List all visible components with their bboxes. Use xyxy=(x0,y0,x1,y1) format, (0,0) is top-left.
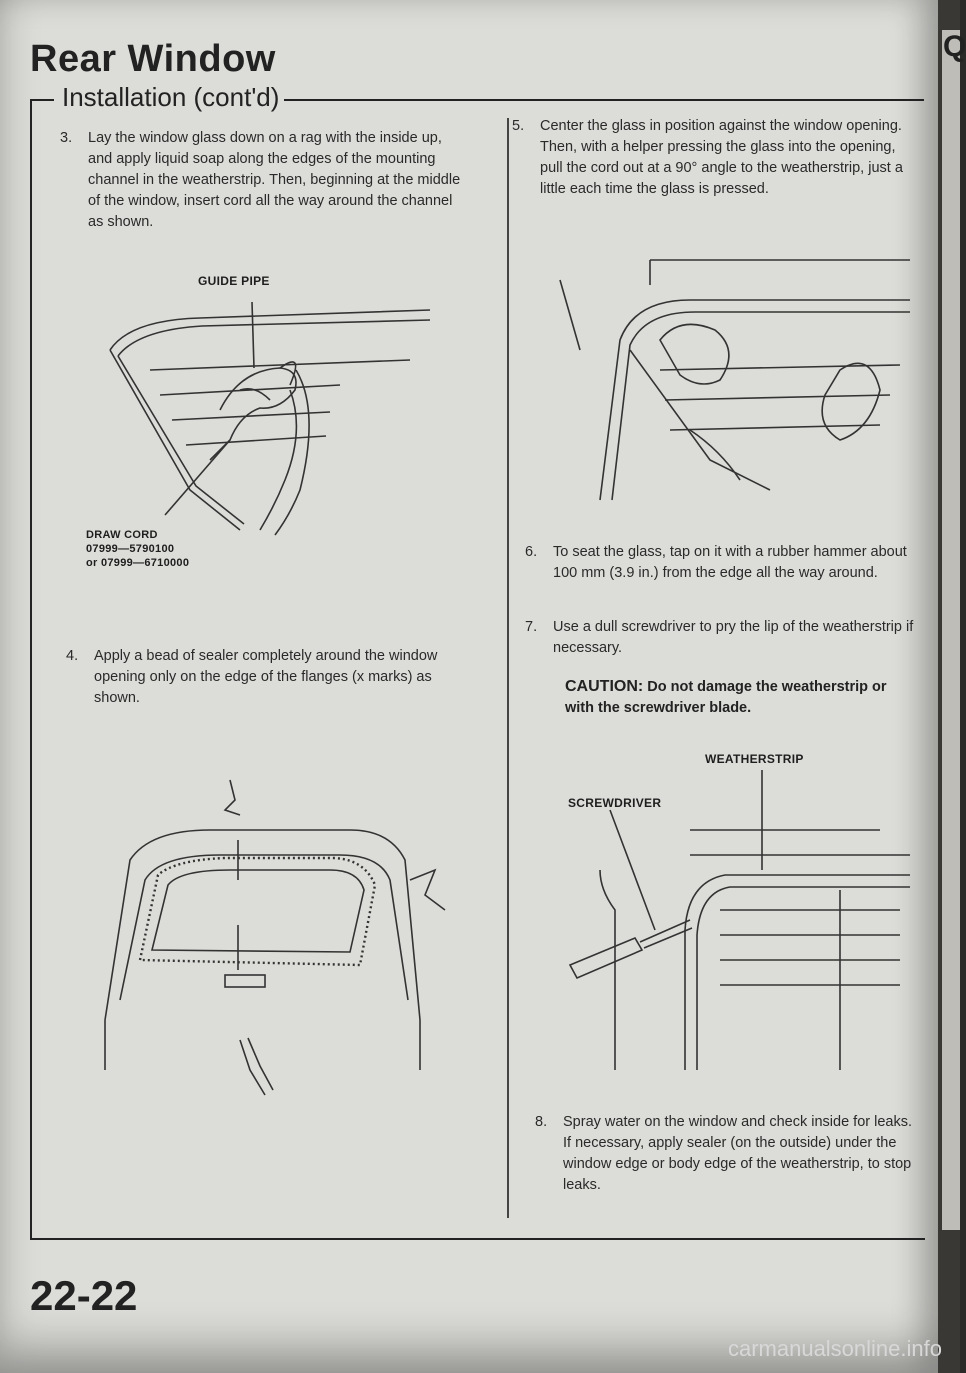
cord-insertion-illustration xyxy=(90,290,440,540)
step-text: Use a dull screwdriver to pry the lip of the weatherstrip if necessary. xyxy=(553,619,914,656)
step-number: 4. xyxy=(66,648,79,664)
step-8 xyxy=(535,1112,920,1196)
adjacent-page xyxy=(942,30,960,1230)
frame-left-rule xyxy=(30,99,32,1239)
step-number: 5. xyxy=(512,118,525,134)
step-4 xyxy=(66,646,466,709)
watermark-site: carmanualsonline.info xyxy=(727,1336,942,1361)
step-5 xyxy=(512,116,912,200)
draw-cord-title: DRAW CORD xyxy=(86,529,158,541)
step-number: 6. xyxy=(525,544,538,560)
caution-note xyxy=(565,676,910,719)
screwdriver-illustration xyxy=(540,770,910,1080)
frame-bottom-rule xyxy=(30,1238,925,1240)
column-divider xyxy=(507,118,509,1218)
section-subtitle: Installation (cont'd) xyxy=(62,82,280,112)
glass-positioning-illustration xyxy=(540,230,910,510)
label-guide-pipe: GUIDE PIPE xyxy=(198,274,270,288)
frame-left-tick xyxy=(30,99,54,101)
label-draw-cord xyxy=(86,528,189,570)
step-text: Apply a bead of sealer completely around the window opening only on the edge of the flanges (x marks) as shown. xyxy=(94,648,438,706)
sealer-application-illustration xyxy=(90,770,490,1110)
adjacent-page-letter: Q xyxy=(943,30,966,63)
step-number: 7. xyxy=(525,619,538,635)
page-number: 22-22 xyxy=(30,1272,138,1319)
frame-top-rule xyxy=(284,99,924,101)
step-text: Spray water on the window and check inside for leaks. If necessary, apply sealer (on the outside) under the window edge or body edge of the weatherstrip, to stop leaks. xyxy=(563,1114,912,1193)
step-text: To seat the glass, tap on it with a rubber hammer about 100 mm (3.9 in.) from the edge all the way around. xyxy=(553,544,907,581)
step-text: Lay the window glass down on a rag with the inside up, and apply liquid soap along the edges of the mounting channel in the weatherstrip. Then, beginning at the middle of the window, insert cord all the way around the channel as shown. xyxy=(88,130,461,230)
step-number: 8. xyxy=(535,1114,548,1130)
draw-cord-part-2: or 07999—6710000 xyxy=(86,557,190,569)
step-number: 3. xyxy=(60,130,73,146)
caution-text: Do not damage the weatherstrip or with the screwdriver blade. xyxy=(565,679,887,716)
label-weatherstrip: WEATHERSTRIP xyxy=(705,752,804,766)
step-7 xyxy=(525,617,915,659)
page-title: Rear Window xyxy=(30,38,276,80)
label-screwdriver: SCREWDRIVER xyxy=(568,796,662,810)
caution-head: CAUTION: xyxy=(565,678,644,695)
step-3 xyxy=(60,128,465,233)
step-6 xyxy=(525,542,915,584)
step-text: Center the glass in position against the window opening. Then, with a helper pressing the glass into the opening, pull the cord out at a 90° angle to the weatherstrip, just a little each time the glass is pressed. xyxy=(540,118,903,197)
draw-cord-part-1: 07999—5790100 xyxy=(86,543,175,555)
